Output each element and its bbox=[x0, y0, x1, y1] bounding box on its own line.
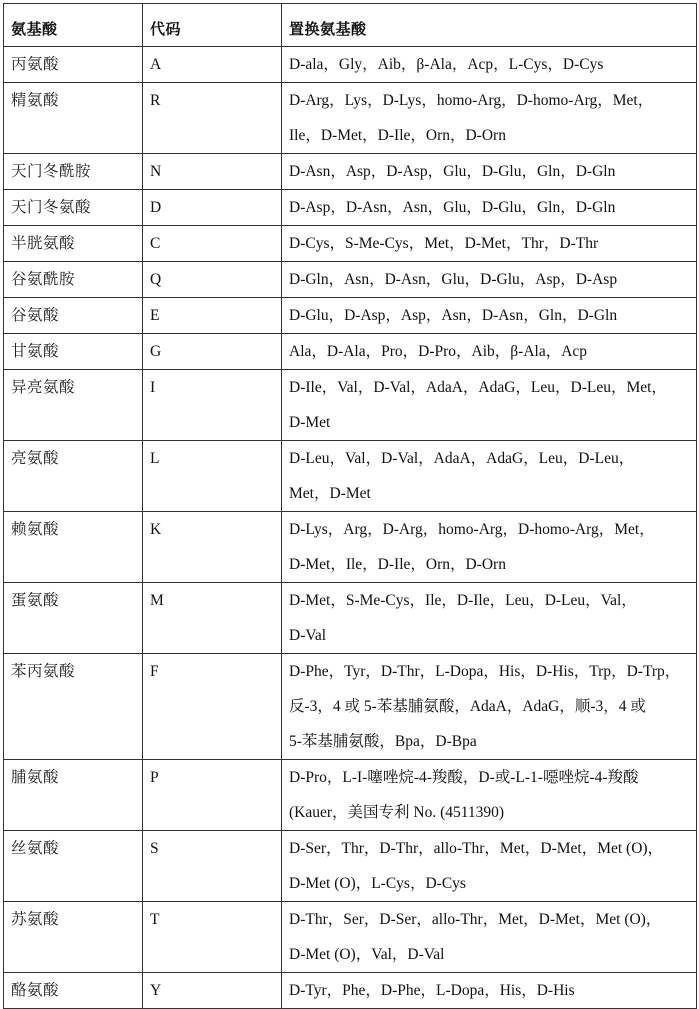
amino-acid-code: N bbox=[143, 154, 282, 190]
amino-acid-name: 精氨酸 bbox=[4, 83, 143, 154]
substitution-list bbox=[282, 760, 697, 831]
substitution-list bbox=[282, 226, 697, 262]
substitution-line: (Kauer，美国专利 No. (4511390) bbox=[289, 804, 505, 821]
substitution-list bbox=[282, 83, 697, 154]
substitution-list bbox=[282, 370, 697, 441]
amino-acid-name: 丙氨酸 bbox=[4, 47, 143, 83]
amino-acid-code: G bbox=[143, 334, 282, 370]
substitution-list bbox=[282, 583, 697, 654]
substitution-line: Met，D-Met bbox=[289, 485, 371, 502]
substitution-line: D-Met，Ile，D-Ile，Orn，D-Orn bbox=[289, 556, 506, 573]
amino-acid-name: 异亮氨酸 bbox=[4, 370, 143, 441]
table-row bbox=[4, 47, 697, 83]
amino-acid-code: I bbox=[143, 370, 282, 441]
amino-acid-code: P bbox=[143, 760, 282, 831]
substitution-list bbox=[282, 47, 697, 83]
amino-acid-name: 蛋氨酸 bbox=[4, 583, 143, 654]
substitution-line: D-Tyr，Phe，D-Phe，L-Dopa，His，D-His bbox=[289, 982, 575, 999]
header-substitutions: 置换氨基酸 bbox=[282, 4, 697, 47]
substitution-list bbox=[282, 154, 697, 190]
substitution-line: D-Glu，D-Asp，Asp，Asn，D-Asn，Gln，D-Gln bbox=[289, 307, 618, 324]
substitution-list bbox=[282, 902, 697, 973]
amino-acid-code: A bbox=[143, 47, 282, 83]
amino-acid-name: 亮氨酸 bbox=[4, 441, 143, 512]
substitution-line: Ala，D-Ala，Pro，D-Pro，Aib，β-Ala，Acp bbox=[289, 343, 588, 360]
amino-acid-code: L bbox=[143, 441, 282, 512]
amino-acid-name: 甘氨酸 bbox=[4, 334, 143, 370]
substitution-list bbox=[282, 654, 697, 760]
substitution-line: D-Gln，Asn，D-Asn，Glu，D-Glu，Asp，D-Asp bbox=[289, 271, 618, 288]
table-row bbox=[4, 154, 697, 190]
table-row bbox=[4, 441, 697, 512]
header-row bbox=[4, 4, 697, 47]
substitution-line: D-Met (O)，Val，D-Val bbox=[289, 946, 445, 963]
table-row bbox=[4, 760, 697, 831]
substitution-line: D-Thr，Ser，D-Ser，allo-Thr，Met，D-Met，Met (O)， bbox=[289, 911, 662, 928]
substitution-line: D-Met (O)，L-Cys，D-Cys bbox=[289, 875, 466, 892]
amino-acid-substitution-table bbox=[3, 3, 697, 1009]
amino-acid-code: R bbox=[143, 83, 282, 154]
table-row bbox=[4, 190, 697, 226]
substitution-list bbox=[282, 262, 697, 298]
amino-acid-name: 脯氨酸 bbox=[4, 760, 143, 831]
substitution-line: D-Leu，Val，D-Val，AdaA，AdaG，Leu，D-Leu， bbox=[289, 450, 635, 467]
table-row bbox=[4, 262, 697, 298]
table-row bbox=[4, 654, 697, 760]
amino-acid-name: 丝氨酸 bbox=[4, 831, 143, 902]
substitution-line: Ile，D-Met，D-Ile，Orn，D-Orn bbox=[289, 127, 506, 144]
substitution-list bbox=[282, 190, 697, 226]
substitution-line: D-Phe，Tyr，D-Thr，L-Dopa，His，D-His，Trp，D-Trp， bbox=[289, 663, 681, 680]
amino-acid-code: T bbox=[143, 902, 282, 973]
amino-acid-code: Y bbox=[143, 973, 282, 1009]
amino-acid-name: 赖氨酸 bbox=[4, 512, 143, 583]
substitution-list bbox=[282, 441, 697, 512]
table-row bbox=[4, 583, 697, 654]
amino-acid-name: 谷氨酸 bbox=[4, 298, 143, 334]
amino-acid-name: 谷氨酰胺 bbox=[4, 262, 143, 298]
substitution-line: D-Asn，Asp，D-Asp，Glu，D-Glu，Gln，D-Gln bbox=[289, 163, 616, 180]
amino-acid-code: D bbox=[143, 190, 282, 226]
amino-acid-code: M bbox=[143, 583, 282, 654]
substitution-line: D-Lys，Arg，D-Arg，homo-Arg，D-homo-Arg，Met， bbox=[289, 521, 655, 538]
header-amino-acid: 氨基酸 bbox=[4, 4, 143, 47]
table-row bbox=[4, 334, 697, 370]
substitution-line: 5-苯基脯氨酸，Bpa，D-Bpa bbox=[289, 733, 477, 750]
substitution-list bbox=[282, 831, 697, 902]
substitution-line: D-Arg，Lys，D-Lys，homo-Arg，D-homo-Arg，Met， bbox=[289, 92, 654, 109]
amino-acid-name: 酪氨酸 bbox=[4, 973, 143, 1009]
amino-acid-name: 苯丙氨酸 bbox=[4, 654, 143, 760]
substitution-line: D-Ile，Val，D-Val，AdaA，AdaG，Leu，D-Leu，Met， bbox=[289, 379, 667, 396]
amino-acid-code: S bbox=[143, 831, 282, 902]
table-row bbox=[4, 902, 697, 973]
substitution-list bbox=[282, 973, 697, 1009]
substitution-line: D-Pro，L-I-噻唑烷-4-羧酸，D-或-L-1-噁唑烷-4-羧酸 bbox=[289, 769, 639, 786]
substitution-line: D-Ser，Thr，D-Thr，allo-Thr，Met，D-Met，Met (O)， bbox=[289, 840, 664, 857]
substitution-line: 反-3，4 或 5-苯基脯氨酸，AdaA，AdaG，顺-3，4 或 bbox=[289, 698, 646, 715]
amino-acid-name: 半胱氨酸 bbox=[4, 226, 143, 262]
amino-acid-name: 天门冬氨酸 bbox=[4, 190, 143, 226]
table-row bbox=[4, 226, 697, 262]
amino-acid-code: F bbox=[143, 654, 282, 760]
substitution-list bbox=[282, 334, 697, 370]
substitution-line: D-Cys，S-Me-Cys，Met，D-Met，Thr，D-Thr bbox=[289, 235, 599, 252]
substitution-line: D-Asp，D-Asn，Asn，Glu，D-Glu，Gln，D-Gln bbox=[289, 199, 616, 216]
table-row bbox=[4, 973, 697, 1009]
substitution-line: D-ala，Gly，Aib，β-Ala，Acp，L-Cys，D-Cys bbox=[289, 56, 604, 73]
substitution-list bbox=[282, 298, 697, 334]
substitution-line: D-Val bbox=[289, 627, 327, 644]
header-code: 代码 bbox=[143, 4, 282, 47]
table-row bbox=[4, 298, 697, 334]
amino-acid-code: E bbox=[143, 298, 282, 334]
table-row bbox=[4, 370, 697, 441]
amino-acid-code: K bbox=[143, 512, 282, 583]
amino-acid-code: C bbox=[143, 226, 282, 262]
substitution-line: D-Met bbox=[289, 414, 331, 431]
substitution-line: D-Met，S-Me-Cys，Ile，D-Ile，Leu，D-Leu，Val， bbox=[289, 592, 637, 609]
amino-acid-name: 苏氨酸 bbox=[4, 902, 143, 973]
substitution-list bbox=[282, 512, 697, 583]
amino-acid-name: 天门冬酰胺 bbox=[4, 154, 143, 190]
table-row bbox=[4, 83, 697, 154]
table-row bbox=[4, 831, 697, 902]
amino-acid-code: Q bbox=[143, 262, 282, 298]
table-body bbox=[4, 47, 697, 1009]
table-row bbox=[4, 512, 697, 583]
